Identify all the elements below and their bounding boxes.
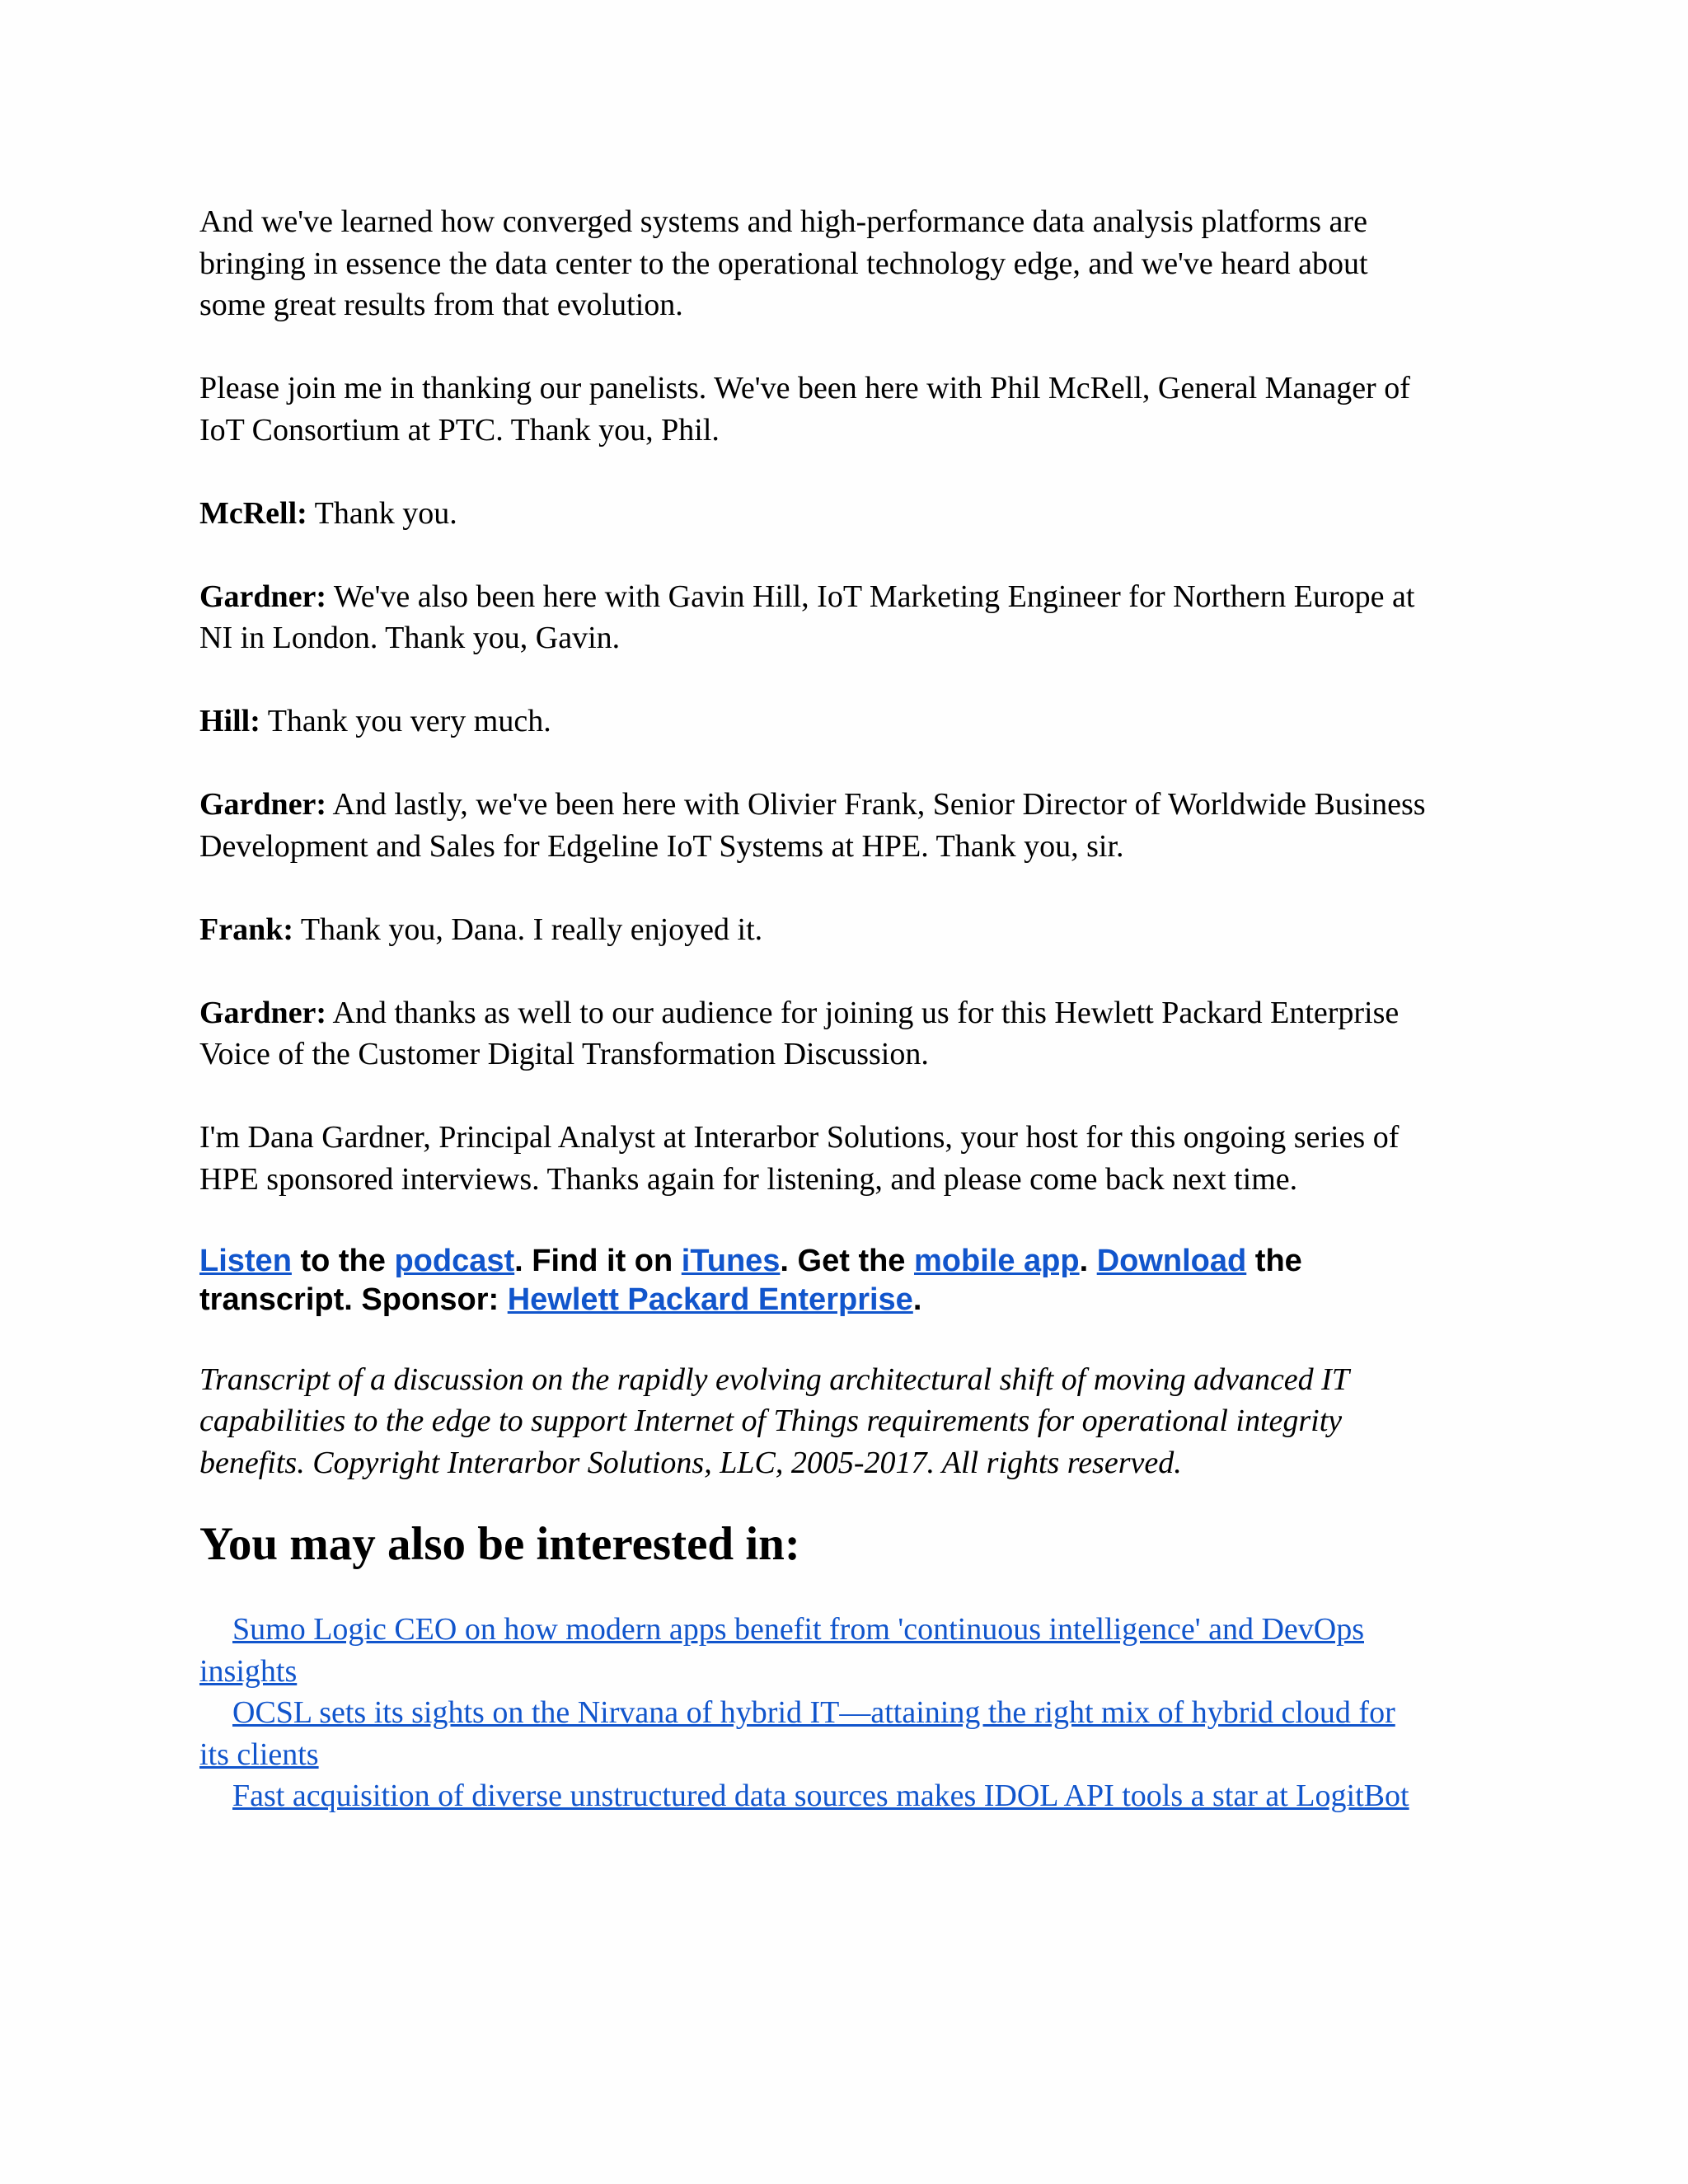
- list-item: [199, 1775, 1428, 1817]
- sponsor-link[interactable]: Hewlett Packard Enterprise: [507, 1282, 913, 1317]
- transcript-content: [199, 201, 1428, 1817]
- paragraph-hill: [199, 701, 1428, 743]
- speech-text: And thanks as well to our audience for joining us for this Hewlett Packard Enterprise Voice of the Customer Digital Transformation Discussion.: [199, 995, 1400, 1071]
- speech-text: And lastly, we've been here with Olivier Frank, Senior Director of Worldwide Business Development and Sales for Edgeline IoT Systems at HPE. Thank you, sir.: [199, 787, 1426, 864]
- listen-link[interactable]: Listen: [199, 1243, 292, 1278]
- list-item: [199, 1609, 1428, 1692]
- speech-text: Thank you very much.: [260, 704, 551, 738]
- speaker-name: Frank:: [199, 912, 293, 947]
- speech-text: Thank you, Dana. I really enjoyed it.: [293, 912, 763, 947]
- speaker-name: Hill:: [199, 704, 260, 738]
- copyright-notice: Transcript of a discussion on the rapidly evolving architectural shift of moving advanced IT capabilities to the edge to support Internet of Things requirements for operational integrity benefits. Copyright Interarbor Solutions, LLC, 2005-2017. All rights reserved.: [199, 1361, 1349, 1480]
- list-item: [199, 1692, 1428, 1775]
- paragraph-gardner-audience: [199, 992, 1428, 1076]
- links-text: .: [912, 1282, 922, 1317]
- speaker-name: Gardner:: [199, 787, 327, 822]
- speaker-name: McRell:: [199, 495, 307, 531]
- related-link-idol-api[interactable]: Fast acquisition of diverse unstructured data sources makes IDOL API tools a star at LogitBot: [232, 1779, 1409, 1813]
- paragraph-gardner-olivier: [199, 784, 1428, 867]
- speaker-name: Gardner:: [199, 579, 327, 614]
- paragraph-frank: [199, 909, 1428, 951]
- itunes-link[interactable]: iTunes: [681, 1243, 781, 1278]
- speaker-name: Gardner:: [199, 995, 327, 1030]
- mobile-app-link[interactable]: mobile app: [914, 1243, 1080, 1278]
- podcast-links-block: [199, 1242, 1428, 1319]
- podcast-link[interactable]: podcast: [394, 1243, 515, 1278]
- download-link[interactable]: Download: [1096, 1243, 1247, 1278]
- links-text: to the: [291, 1243, 395, 1278]
- links-text: the transcript. Sponsor:: [199, 1243, 1302, 1317]
- paragraph-thanks-panelists: Please join me in thanking our panelists. We've been here with Phil McRell, General Manager of IoT Consortium at PTC. Thank you, Phil.: [199, 371, 1410, 448]
- paragraph-evolution: And we've learned how converged systems and high-performance data analysis platforms are bringing in essence the data center to the operational technology edge, and we've heard about some great results from that evolution.: [199, 204, 1368, 322]
- speech-text: Thank you.: [307, 495, 457, 531]
- related-heading: You may also be interested in:: [199, 1518, 800, 1570]
- links-text: .: [1079, 1243, 1097, 1278]
- speech-text: We've also been here with Gavin Hill, IoT Marketing Engineer for Northern Europe at NI in London. Thank you, Gavin.: [199, 579, 1415, 655]
- related-link-ocsl[interactable]: OCSL sets its sights on the Nirvana of hybrid IT—attaining the right mix of hybrid cloud for its clients: [199, 1695, 1395, 1772]
- related-link-sumo-logic[interactable]: Sumo Logic CEO on how modern apps benefit from 'continuous intelligence' and DevOps insights: [199, 1612, 1364, 1689]
- paragraph-host-signoff: I'm Dana Gardner, Principal Analyst at Interarbor Solutions, your host for this ongoing series of HPE sponsored interviews. Thanks again for listening, and please come back next time.: [199, 1120, 1400, 1197]
- paragraph-mcrell: [199, 493, 1428, 535]
- paragraph-gardner-gavin: [199, 576, 1428, 659]
- related-links-list: [199, 1609, 1428, 1817]
- links-text: . Get the: [780, 1243, 914, 1278]
- links-text: . Find it on: [514, 1243, 682, 1278]
